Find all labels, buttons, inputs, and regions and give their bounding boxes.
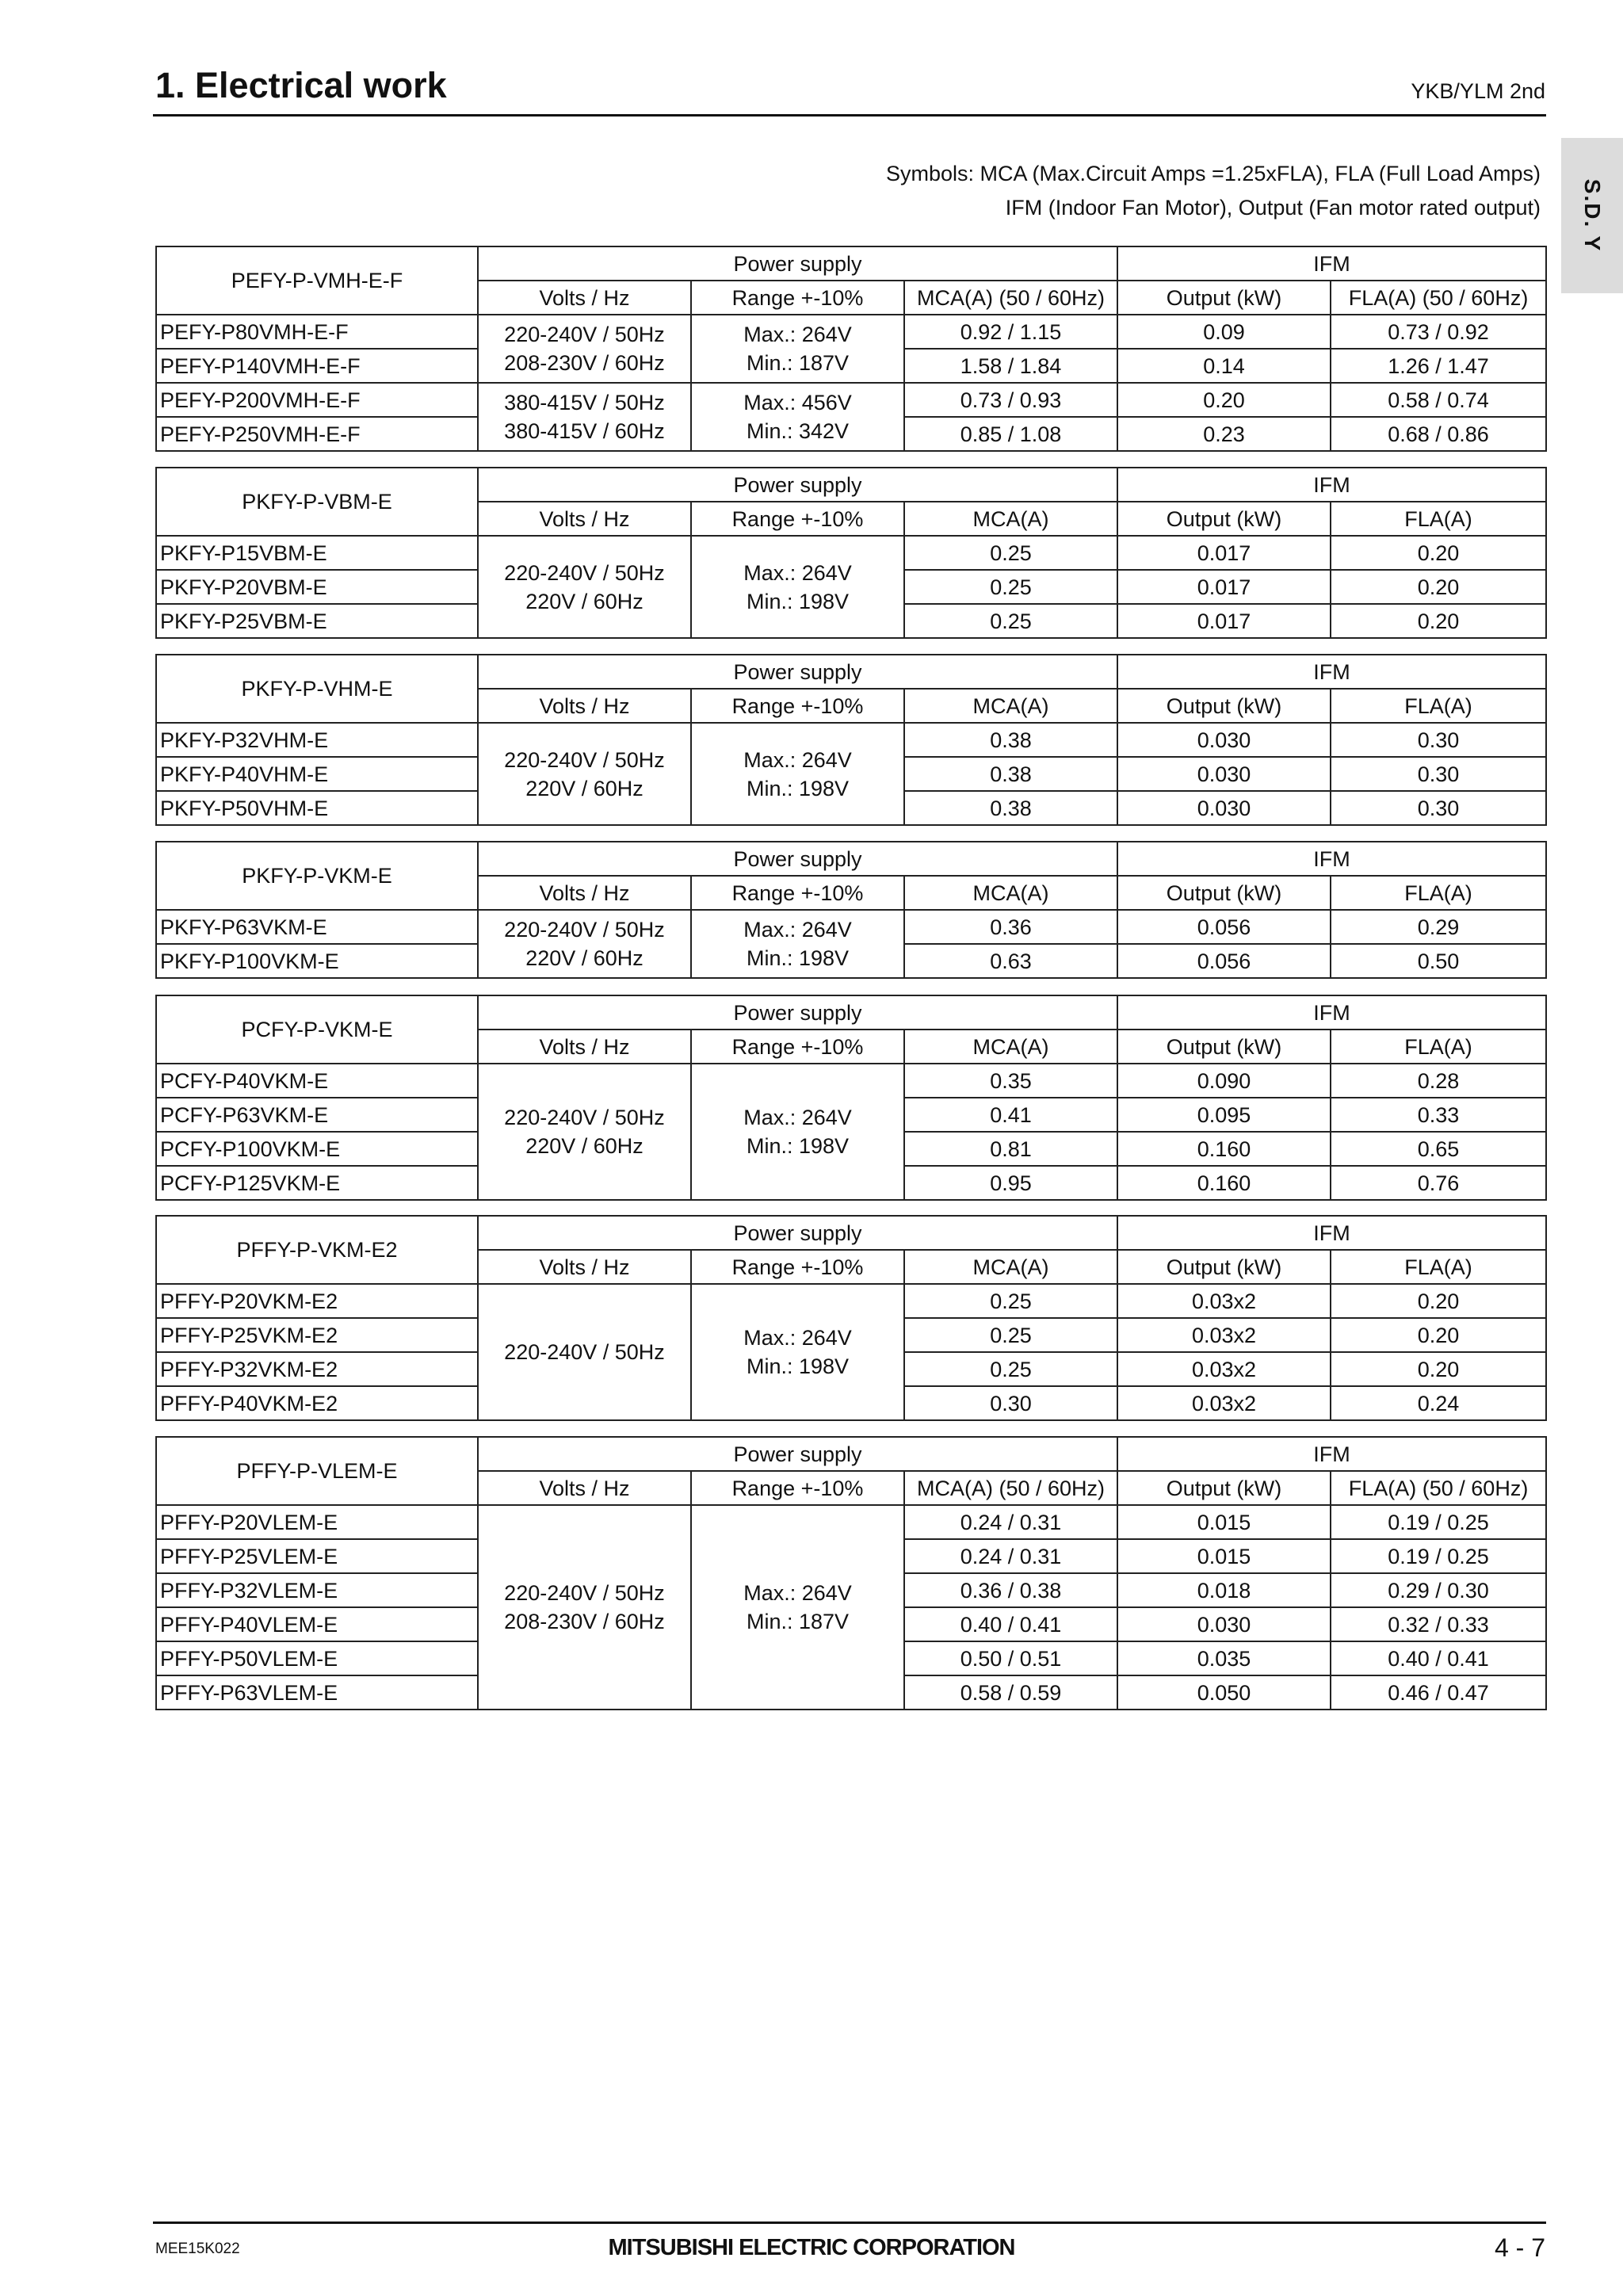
page-title: 1. Electrical work — [155, 65, 447, 105]
volts-cell — [478, 1505, 691, 1710]
model-cell: PEFY-P200VMH-E-F — [156, 383, 478, 417]
volts-hz-header: Volts / Hz — [478, 1471, 691, 1505]
model-cell: PCFY-P100VKM-E — [156, 1132, 478, 1166]
volts-line: 220V / 60Hz — [525, 1134, 643, 1158]
model-cell: PKFY-P20VBM-E — [156, 570, 478, 604]
power-supply-header: Power supply — [478, 655, 1117, 689]
range-line: Max.: 264V — [743, 560, 852, 585]
model-cell: PKFY-P25VBM-E — [156, 604, 478, 638]
power-supply-header: Power supply — [478, 1216, 1117, 1250]
output-cell: 0.20 — [1117, 383, 1331, 417]
power-supply-header: Power supply — [478, 468, 1117, 502]
output-cell: 0.160 — [1117, 1166, 1331, 1200]
volts-line: 220V / 60Hz — [525, 776, 643, 800]
output-cell: 0.056 — [1117, 910, 1331, 944]
output-header: Output (kW) — [1117, 1471, 1331, 1505]
ifm-header: IFM — [1117, 995, 1546, 1030]
model-cell: PCFY-P63VKM-E — [156, 1098, 478, 1132]
fla-cell: 0.46 / 0.47 — [1331, 1675, 1546, 1710]
model-cell: PCFY-P125VKM-E — [156, 1166, 478, 1200]
volts-hz-header: Volts / Hz — [478, 1250, 691, 1284]
output-cell: 0.03x2 — [1117, 1352, 1331, 1386]
volts-cell — [478, 315, 691, 383]
volts-line: 220-240V / 50Hz — [504, 323, 665, 346]
volts-cell — [478, 723, 691, 825]
range-line: Min.: 198V — [746, 1354, 850, 1378]
fla-cell: 0.73 / 0.92 — [1331, 315, 1546, 349]
output-cell: 0.035 — [1117, 1641, 1331, 1675]
model-cell: PFFY-P20VLEM-E — [156, 1505, 478, 1539]
range-line: Min.: 198V — [746, 776, 850, 800]
output-cell: 0.09 — [1117, 315, 1331, 349]
output-cell: 0.030 — [1117, 791, 1331, 825]
symbols-legend — [886, 157, 1541, 225]
mca-cell: 0.35 — [904, 1064, 1117, 1098]
fla-cell: 0.29 / 0.30 — [1331, 1573, 1546, 1607]
model-cell: PFFY-P25VKM-E2 — [156, 1318, 478, 1352]
volts-line: 380-415V / 50Hz — [504, 391, 665, 415]
series-name: PEFY-P-VMH-E-F — [156, 246, 478, 315]
spec-table — [155, 1436, 1547, 1710]
volts-line: 380-415V / 60Hz — [504, 419, 665, 443]
spec-table — [155, 841, 1547, 979]
range-line: Min.: 198V — [746, 946, 850, 970]
output-cell: 0.090 — [1117, 1064, 1331, 1098]
fla-cell: 0.19 / 0.25 — [1331, 1505, 1546, 1539]
mca-cell: 0.24 / 0.31 — [904, 1539, 1117, 1573]
output-cell: 0.017 — [1117, 604, 1331, 638]
fla-header: FLA(A) — [1331, 502, 1546, 536]
document-code: MEE15K022 — [155, 2241, 240, 2257]
volts-cell — [478, 1284, 691, 1420]
fla-cell: 0.20 — [1331, 1284, 1546, 1318]
fla-header: FLA(A) — [1331, 1030, 1546, 1064]
output-header: Output (kW) — [1117, 689, 1331, 723]
mca-cell: 0.92 / 1.15 — [904, 315, 1117, 349]
output-cell: 0.23 — [1117, 417, 1331, 451]
range-line: Max.: 264V — [743, 1581, 852, 1605]
mca-header: MCA(A) — [904, 876, 1117, 910]
volts-hz-header: Volts / Hz — [478, 502, 691, 536]
fla-header: FLA(A) — [1331, 876, 1546, 910]
volts-cell — [478, 1064, 691, 1200]
output-cell: 0.015 — [1117, 1539, 1331, 1573]
range-line: Max.: 264V — [743, 1106, 852, 1129]
volts-line: 220-240V / 50Hz — [504, 1340, 665, 1364]
power-supply-header: Power supply — [478, 842, 1117, 876]
output-cell: 0.14 — [1117, 349, 1331, 383]
volts-line: 220-240V / 50Hz — [504, 1581, 665, 1605]
fla-header: FLA(A) (50 / 60Hz) — [1331, 1471, 1546, 1505]
spec-table — [155, 246, 1547, 452]
range-line: Min.: 187V — [746, 1610, 850, 1633]
power-supply-header: Power supply — [478, 246, 1117, 281]
model-cell: PFFY-P63VLEM-E — [156, 1675, 478, 1710]
range-header: Range +-10% — [691, 281, 904, 315]
range-line: Max.: 264V — [743, 323, 852, 346]
header-divider — [153, 114, 1546, 117]
output-header: Output (kW) — [1117, 876, 1331, 910]
output-cell: 0.050 — [1117, 1675, 1331, 1710]
model-cell: PFFY-P20VKM-E2 — [156, 1284, 478, 1318]
range-header: Range +-10% — [691, 1471, 904, 1505]
fla-cell: 0.19 / 0.25 — [1331, 1539, 1546, 1573]
range-line: Min.: 198V — [746, 589, 850, 613]
range-line: Min.: 187V — [746, 351, 850, 375]
model-cell: PKFY-P63VKM-E — [156, 910, 478, 944]
volts-line: 208-230V / 60Hz — [504, 1610, 665, 1633]
output-cell: 0.03x2 — [1117, 1318, 1331, 1352]
volts-line: 208-230V / 60Hz — [504, 351, 665, 375]
model-cell: PFFY-P40VKM-E2 — [156, 1386, 478, 1420]
mca-cell: 0.38 — [904, 791, 1117, 825]
series-name: PKFY-P-VBM-E — [156, 468, 478, 536]
mca-cell: 0.30 — [904, 1386, 1117, 1420]
series-name: PFFY-P-VLEM-E — [156, 1437, 478, 1505]
footer-divider — [153, 2222, 1546, 2224]
range-cell — [691, 315, 904, 383]
mca-cell: 0.40 / 0.41 — [904, 1607, 1117, 1641]
volts-line: 220V / 60Hz — [525, 589, 643, 613]
mca-cell: 0.63 — [904, 944, 1117, 978]
output-cell: 0.030 — [1117, 757, 1331, 791]
series-name: PKFY-P-VKM-E — [156, 842, 478, 910]
mca-cell: 0.24 / 0.31 — [904, 1505, 1117, 1539]
spec-table — [155, 1215, 1547, 1421]
fla-cell: 0.40 / 0.41 — [1331, 1641, 1546, 1675]
spec-table — [155, 995, 1547, 1201]
output-cell: 0.095 — [1117, 1098, 1331, 1132]
model-cell: PFFY-P25VLEM-E — [156, 1539, 478, 1573]
fla-cell: 0.68 / 0.86 — [1331, 417, 1546, 451]
fla-header: FLA(A) (50 / 60Hz) — [1331, 281, 1546, 315]
table-row — [156, 1064, 1546, 1098]
mca-cell: 0.25 — [904, 1318, 1117, 1352]
mca-cell: 0.25 — [904, 1284, 1117, 1318]
fla-header: FLA(A) — [1331, 689, 1546, 723]
output-cell: 0.030 — [1117, 1607, 1331, 1641]
fla-cell: 0.20 — [1331, 604, 1546, 638]
model-cell: PEFY-P250VMH-E-F — [156, 417, 478, 451]
fla-cell: 0.20 — [1331, 536, 1546, 570]
range-header: Range +-10% — [691, 502, 904, 536]
ifm-header: IFM — [1117, 842, 1546, 876]
fla-cell: 0.32 / 0.33 — [1331, 1607, 1546, 1641]
range-line: Max.: 456V — [743, 391, 852, 415]
mca-header: MCA(A) — [904, 1250, 1117, 1284]
model-cell: PKFY-P32VHM-E — [156, 723, 478, 757]
volts-line: 220-240V / 50Hz — [504, 1106, 665, 1129]
fla-header: FLA(A) — [1331, 1250, 1546, 1284]
mca-cell: 0.85 / 1.08 — [904, 417, 1117, 451]
table-row — [156, 723, 1546, 757]
model-cell: PCFY-P40VKM-E — [156, 1064, 478, 1098]
power-supply-header: Power supply — [478, 995, 1117, 1030]
fla-cell: 1.26 / 1.47 — [1331, 349, 1546, 383]
fla-cell: 0.30 — [1331, 791, 1546, 825]
symbols-line-1: Symbols: MCA (Max.Circuit Amps =1.25xFLA), FLA (Full Load Amps) — [885, 162, 1541, 185]
company-name: MITSUBISHI ELECTRIC CORPORATION — [608, 2235, 1015, 2260]
page-number: 4 - 7 — [1494, 2233, 1545, 2262]
volts-line: 220-240V / 50Hz — [504, 560, 665, 585]
volts-hz-header: Volts / Hz — [478, 1030, 691, 1064]
ifm-header: IFM — [1117, 1216, 1546, 1250]
fla-cell: 0.76 — [1331, 1166, 1546, 1200]
volts-hz-header: Volts / Hz — [478, 876, 691, 910]
mca-cell: 0.25 — [904, 536, 1117, 570]
ifm-header: IFM — [1117, 1437, 1546, 1471]
range-cell — [691, 383, 904, 451]
fla-cell: 0.20 — [1331, 570, 1546, 604]
mca-cell: 0.73 / 0.93 — [904, 383, 1117, 417]
mca-cell: 0.25 — [904, 1352, 1117, 1386]
model-cell: PKFY-P50VHM-E — [156, 791, 478, 825]
output-cell: 0.018 — [1117, 1573, 1331, 1607]
mca-cell: 0.50 / 0.51 — [904, 1641, 1117, 1675]
mca-cell: 0.38 — [904, 723, 1117, 757]
fla-cell: 0.50 — [1331, 944, 1546, 978]
range-line: Max.: 264V — [743, 1326, 852, 1350]
range-header: Range +-10% — [691, 1250, 904, 1284]
range-cell — [691, 1064, 904, 1200]
symbols-line-2: IFM (Indoor Fan Motor), Output (Fan motor rated output) — [1005, 196, 1541, 220]
range-cell — [691, 723, 904, 825]
volts-line: 220-240V / 50Hz — [504, 918, 665, 942]
fla-cell: 0.28 — [1331, 1064, 1546, 1098]
output-header: Output (kW) — [1117, 1250, 1331, 1284]
output-cell: 0.015 — [1117, 1505, 1331, 1539]
fla-cell: 0.33 — [1331, 1098, 1546, 1132]
model-cell: PFFY-P32VKM-E2 — [156, 1352, 478, 1386]
model-cell: PFFY-P40VLEM-E — [156, 1607, 478, 1641]
mca-cell: 0.25 — [904, 604, 1117, 638]
output-cell: 0.017 — [1117, 536, 1331, 570]
model-cell: PKFY-P15VBM-E — [156, 536, 478, 570]
output-cell: 0.056 — [1117, 944, 1331, 978]
volts-line: 220V / 60Hz — [525, 946, 643, 970]
series-name: PCFY-P-VKM-E — [156, 995, 478, 1064]
output-cell: 0.03x2 — [1117, 1284, 1331, 1318]
fla-cell: 0.58 / 0.74 — [1331, 383, 1546, 417]
range-cell — [691, 1284, 904, 1420]
range-cell — [691, 536, 904, 638]
model-cell: PEFY-P140VMH-E-F — [156, 349, 478, 383]
output-cell: 0.160 — [1117, 1132, 1331, 1166]
document-ref: YKB/YLM 2nd — [1411, 79, 1545, 103]
mca-cell: 0.58 / 0.59 — [904, 1675, 1117, 1710]
mca-cell: 0.81 — [904, 1132, 1117, 1166]
mca-cell: 0.95 — [904, 1166, 1117, 1200]
series-name: PKFY-P-VHM-E — [156, 655, 478, 723]
series-name: PFFY-P-VKM-E2 — [156, 1216, 478, 1284]
table-row — [156, 383, 1546, 417]
output-header: Output (kW) — [1117, 281, 1331, 315]
power-supply-header: Power supply — [478, 1437, 1117, 1471]
volts-line: 220-240V / 50Hz — [504, 747, 665, 772]
model-cell: PKFY-P100VKM-E — [156, 944, 478, 978]
fla-cell: 0.24 — [1331, 1386, 1546, 1420]
table-row — [156, 910, 1546, 944]
range-header: Range +-10% — [691, 1030, 904, 1064]
model-cell: PKFY-P40VHM-E — [156, 757, 478, 791]
mca-header: MCA(A) — [904, 1030, 1117, 1064]
output-header: Output (kW) — [1117, 1030, 1331, 1064]
mca-header: MCA(A) (50 / 60Hz) — [904, 1471, 1117, 1505]
mca-header: MCA(A) — [904, 502, 1117, 536]
table-row — [156, 1284, 1546, 1318]
ifm-header: IFM — [1117, 655, 1546, 689]
spec-table — [155, 467, 1547, 639]
mca-cell: 0.36 / 0.38 — [904, 1573, 1117, 1607]
output-cell: 0.030 — [1117, 723, 1331, 757]
range-line: Min.: 342V — [746, 419, 850, 443]
fla-cell: 0.65 — [1331, 1132, 1546, 1166]
ifm-header: IFM — [1117, 468, 1546, 502]
volts-hz-header: Volts / Hz — [478, 281, 691, 315]
model-cell: PFFY-P50VLEM-E — [156, 1641, 478, 1675]
volts-cell — [478, 383, 691, 451]
range-cell — [691, 1505, 904, 1710]
fla-cell: 0.20 — [1331, 1318, 1546, 1352]
mca-header: MCA(A) (50 / 60Hz) — [904, 281, 1117, 315]
table-row — [156, 1505, 1546, 1539]
mca-cell: 0.41 — [904, 1098, 1117, 1132]
range-cell — [691, 910, 904, 978]
range-header: Range +-10% — [691, 689, 904, 723]
range-line: Max.: 264V — [743, 918, 852, 942]
table-row — [156, 536, 1546, 570]
section-tab — [1561, 138, 1623, 293]
ifm-header: IFM — [1117, 246, 1546, 281]
fla-cell: 0.30 — [1331, 723, 1546, 757]
volts-cell — [478, 536, 691, 638]
range-header: Range +-10% — [691, 876, 904, 910]
spec-table — [155, 654, 1547, 826]
mca-cell: 0.25 — [904, 570, 1117, 604]
model-cell: PEFY-P80VMH-E-F — [156, 315, 478, 349]
mca-cell: 1.58 / 1.84 — [904, 349, 1117, 383]
table-row — [156, 315, 1546, 349]
model-cell: PFFY-P32VLEM-E — [156, 1573, 478, 1607]
mca-header: MCA(A) — [904, 689, 1117, 723]
mca-cell: 0.38 — [904, 757, 1117, 791]
volts-cell — [478, 910, 691, 978]
range-line: Max.: 264V — [743, 747, 852, 772]
volts-hz-header: Volts / Hz — [478, 689, 691, 723]
fla-cell: 0.29 — [1331, 910, 1546, 944]
section-tab-label: S.D. Y — [1580, 178, 1605, 253]
output-header: Output (kW) — [1117, 502, 1331, 536]
fla-cell: 0.30 — [1331, 757, 1546, 791]
output-cell: 0.017 — [1117, 570, 1331, 604]
mca-cell: 0.36 — [904, 910, 1117, 944]
range-line: Min.: 198V — [746, 1134, 850, 1158]
output-cell: 0.03x2 — [1117, 1386, 1331, 1420]
fla-cell: 0.20 — [1331, 1352, 1546, 1386]
